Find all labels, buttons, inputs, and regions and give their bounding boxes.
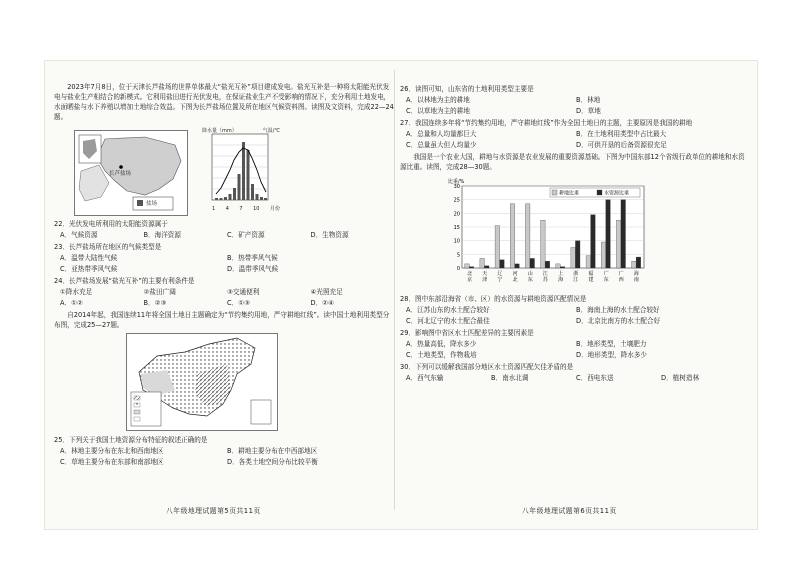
question-30-stem: 30．下列可以缓解我国部分地区水土资源匹配欠佳矛盾的是	[400, 363, 574, 371]
q29-option-c: C．土地类型，作物栽培	[406, 351, 477, 359]
bar-water-11	[636, 257, 641, 268]
q26-option-a: A．以林地为主的耕地	[406, 96, 470, 104]
y-tick-label: 30	[453, 184, 460, 190]
q24-option-b: B．②③	[143, 299, 167, 307]
right-page-footer: 八年级地理试题第6页共11页	[522, 507, 617, 515]
q27-option-b: B．在土地利用类型中占比最大	[576, 130, 667, 138]
bar-water-5	[545, 261, 550, 268]
bar-cropland-8	[586, 256, 591, 268]
bar-cropland-10	[616, 220, 621, 268]
bar-cropland-1	[480, 258, 485, 268]
x-tick-label-char: 辽	[497, 271, 503, 277]
saltfield-location-map	[74, 130, 188, 216]
q23-option-a: A．温带大陆性气候	[60, 254, 118, 262]
month-tick: 1	[212, 206, 216, 212]
intro-25-27: 自2014年起，我国连续11年将全国土地日主题确定为“节约集约用地，严守耕地红线”。读中国土地利用类型分布图，完成25—27题。	[54, 311, 390, 329]
right-page	[400, 82, 746, 384]
bar-water-6	[560, 267, 565, 268]
climate-graph	[202, 126, 280, 216]
x-tick-label-char: 西	[618, 277, 624, 283]
q28-option-c: C．河北辽宁的水土配合最佳	[406, 317, 490, 325]
question-24-conditions	[60, 287, 394, 297]
q24-option-a: A．①②	[60, 299, 83, 307]
q24-option-d: D．②④	[310, 299, 334, 307]
x-tick-label-char: 广	[618, 271, 624, 277]
q27-option-c: C．总量虽大但人均量少	[406, 141, 477, 149]
question-26-stem: 26．读图可知，山东省的土地利用类型主要是	[400, 85, 534, 93]
bar-cropland-6	[556, 264, 561, 268]
q26-option-d: D．草地	[576, 107, 601, 115]
x-tick-label-char: 北	[512, 277, 518, 283]
q23-option-c: C．亚热带季风气候	[60, 265, 118, 273]
q28-option-b: B．海南上海的水土配合较好	[576, 306, 660, 314]
exam-sheet	[44, 60, 758, 530]
intro-28-30: 我国是一个农业大国，耕地与水资源是农业发展的重要资源基础。下图为中国东部12个省级行政单位的耕地和水资源比重。读图，完成28—30题。	[400, 153, 745, 171]
q22-option-d: D．生物资源	[310, 231, 349, 239]
question-28-options-row2	[406, 316, 746, 326]
x-tick-label-char: 北	[467, 271, 473, 277]
question-27-stem: 27．我国连续多年将“节约集约用地，严守耕地红线”作为全国土地日的主题，主要原因是我国的耕地	[400, 119, 693, 127]
q22-option-b: B．海洋资源	[143, 231, 181, 239]
month-tick: 10	[253, 206, 260, 212]
land-water-bar-chart	[440, 174, 650, 290]
china-land-use-map	[126, 333, 278, 431]
land-water-chart	[440, 174, 650, 290]
q22-option-a: A．气候资源	[60, 231, 98, 239]
x-tick-label-char: 宁	[497, 277, 503, 283]
question-22-stem: 22．光伏发电所利用的太阳能资源属于	[54, 220, 168, 228]
map-label-saltfield: 长芦盐场	[109, 171, 132, 177]
q25-option-c: C．草地主要分布在东部和南部地区	[60, 458, 164, 466]
y-tick-label: 0	[456, 266, 460, 272]
q24-condition-1: ①降水充足	[60, 288, 93, 296]
q30-option-b: B．南水北调	[491, 374, 529, 382]
q24-condition-4: ④光照充足	[310, 288, 343, 296]
x-tick-label-char: 山	[527, 271, 533, 277]
bar-cropland-9	[601, 242, 606, 268]
y-tick-label: 5	[456, 252, 460, 259]
question-29-stem: 29．影响图中省区水土匹配差异的主要因素是	[400, 329, 534, 337]
y-tick-label: 15	[453, 225, 460, 231]
map-legend-saltfield: 盐场	[146, 201, 158, 207]
question-26-options-row1	[406, 95, 746, 105]
question-23-stem: 23．长芦盐场所在地区的气候类型是	[54, 243, 162, 251]
question-27-options-row1	[406, 129, 746, 139]
legend-label: 耕地比重	[559, 190, 580, 197]
bar-water-4	[530, 258, 535, 268]
bar-cropland-11	[632, 261, 637, 268]
x-tick-label-char: 京	[467, 277, 473, 283]
x-tick-label-char: 天	[482, 271, 488, 277]
question-28-options-row1	[406, 305, 746, 315]
question-25-options-row1	[60, 446, 394, 456]
x-tick-label-char: 海	[633, 271, 639, 277]
bar-water-9	[606, 200, 611, 268]
bar-cropland-5	[541, 220, 546, 268]
bar-water-1	[484, 266, 489, 268]
bar-cropland-0	[465, 264, 470, 268]
climate-month-axis	[212, 204, 280, 214]
q23-option-b: B．热带季风气候	[227, 254, 278, 262]
q28-option-d: D．北京比南方的水土配合好	[576, 317, 661, 325]
question-22-options	[60, 230, 394, 240]
q26-option-c: C．以草地为主的耕地	[406, 107, 470, 115]
question-28-stem: 28．图中东部沿海省（市、区）的水资源与耕地资源匹配情况是	[400, 295, 587, 303]
q29-option-a: A．热量高低，降水多少	[406, 340, 477, 348]
question-29-options-row2	[406, 350, 746, 360]
x-tick-label-char: 河	[512, 271, 518, 277]
china-map-graphic	[127, 334, 277, 430]
x-tick-label-char: 南	[633, 277, 639, 283]
x-tick-label-char: 江	[542, 271, 548, 277]
month-unit: 月份	[269, 206, 280, 212]
figure-row-22-24	[74, 126, 394, 216]
precip-unit-label: 降水量（mm）	[202, 128, 237, 134]
question-25-stem: 25．下列关于我国土地资源分布特征的叙述正确的是	[54, 436, 208, 444]
x-tick-label-char: 江	[573, 277, 579, 283]
question-23-options-row2	[60, 264, 394, 274]
bar-water-2	[500, 260, 505, 268]
question-23-options-row1	[60, 253, 394, 263]
y-tick-label: 10	[453, 238, 460, 245]
q28-option-a: A．江苏山东的水土配合较好	[406, 306, 490, 314]
y-tick-label: 25	[453, 197, 460, 204]
x-tick-label-char: 海	[558, 277, 564, 283]
q27-option-d: D．可供开垦的后备资源很充足	[576, 141, 667, 149]
question-26-options-row2	[406, 106, 746, 116]
x-tick-label-char: 苏	[542, 277, 548, 283]
question-24-stem: 24．长芦盐场发展“盐光互补”的主要有利条件是	[54, 277, 195, 285]
q24-condition-2: ②盐田广阔	[143, 288, 176, 296]
bar-water-7	[575, 241, 580, 268]
bar-cropland-3	[510, 204, 515, 268]
q27-option-a: A．总量和人均量都巨大	[406, 130, 477, 138]
q30-option-c: C．西电东送	[576, 374, 614, 382]
legend-label: 水资源比重	[604, 190, 630, 197]
left-page-footer: 八年级地理试题第5页共11页	[166, 507, 261, 515]
q22-option-c: C．矿产资源	[227, 231, 265, 239]
intro-22-24: 2023年7月8日，位于天津长芦盐场的世界单体最大“盐光互补”项目建成发电。盐光互补是一种将太阳能光伏发电与盐业生产相结合的新模式。它利用盐田进行光伏发电，在保证盐业生产不受影响的情况下，充分利用土地发电，水面晒盐与水下养殖以增加土地综合效益。下图为长芦盐场位置及所在地区气候资料图。读图及文资料，完成22—24题。	[54, 83, 394, 121]
question-29-options-row1	[406, 339, 746, 349]
q23-option-d: D．温带季风气候	[227, 265, 279, 273]
bar-cropland-4	[525, 204, 530, 268]
bar-water-3	[515, 264, 520, 268]
page-divider	[394, 70, 395, 510]
bar-water-8	[591, 215, 596, 268]
legend-swatch	[552, 190, 557, 195]
q29-option-b: B．地形类型，土壤肥力	[576, 340, 647, 348]
x-tick-label-char: 东	[527, 277, 533, 283]
q29-option-d: D．地形类型，降水多少	[576, 351, 648, 359]
question-24-options	[60, 298, 394, 308]
q30-option-d: D．植树造林	[661, 374, 700, 382]
question-27-options-row2	[406, 140, 746, 150]
x-tick-label-char: 津	[482, 277, 488, 283]
bar-water-10	[621, 200, 626, 268]
q26-option-b: B．林地	[576, 96, 601, 104]
month-tick: 7	[239, 206, 243, 212]
question-30-options	[406, 373, 746, 383]
y-axis-label: 比重/%	[448, 179, 465, 185]
legend-swatch	[597, 190, 602, 195]
climate-chart	[202, 126, 280, 216]
q30-option-a: A．西气东输	[406, 374, 444, 382]
q25-option-d: D．各类土地空间分布比较平衡	[227, 458, 318, 466]
y-tick-label: 20	[453, 211, 460, 218]
left-page	[54, 82, 394, 468]
x-tick-label-char: 建	[588, 277, 594, 283]
q24-condition-3: ③交通便利	[227, 288, 260, 296]
month-tick: 4	[225, 206, 229, 212]
bar-water-0	[469, 267, 474, 268]
q25-option-a: A．林地主要分布在东北和西南地区	[60, 447, 164, 455]
temp-unit-label: 气温/℃	[262, 128, 280, 134]
x-tick-label-char: 福	[588, 271, 594, 277]
q24-option-c: C．①③	[227, 299, 251, 307]
x-tick-label-char: 东	[603, 277, 609, 283]
q25-option-b: B．耕地主要分布在中西部地区	[227, 447, 318, 455]
x-tick-label-char: 广	[603, 271, 609, 277]
bar-cropland-2	[495, 226, 500, 268]
question-25-options-row2	[60, 457, 394, 467]
bar-cropland-7	[571, 248, 576, 269]
x-tick-label-char: 上	[558, 271, 564, 277]
x-tick-label-char: 浙	[573, 271, 579, 277]
